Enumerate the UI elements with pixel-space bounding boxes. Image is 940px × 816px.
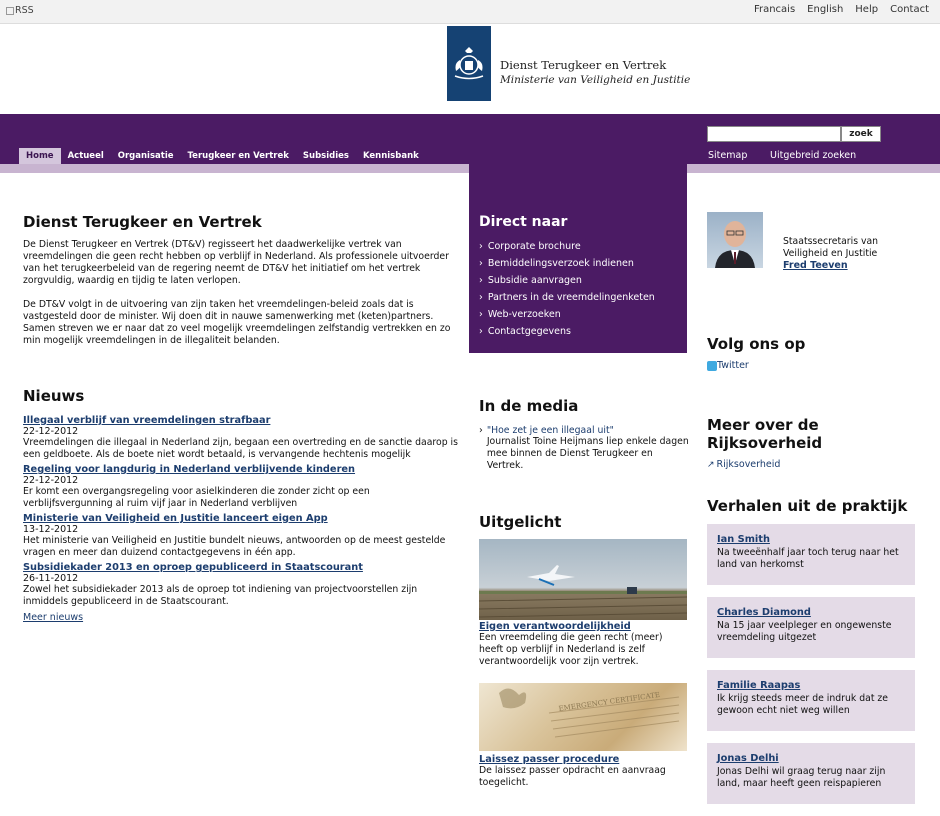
news-text: Het ministerie van Veiligheid en Justitie bundelt nieuws, antwoorden op de meest gestelde vragen en meer dan duizend contactgegevens in één app. — [23, 535, 446, 558]
rss-icon — [6, 7, 14, 15]
rss-label: RSS — [15, 5, 34, 16]
tab-terugkeer[interactable]: Terugkeer en Vertrek — [187, 151, 289, 161]
direct-link[interactable] — [479, 309, 655, 326]
news-title-link[interactable]: Regeling voor langdurig in Nederland verblijvende kinderen — [23, 464, 356, 475]
brand-subtitle: Ministerie van Veiligheid en Justitie — [500, 74, 691, 86]
direct-link[interactable] — [479, 292, 655, 309]
chevron-right-icon: › — [479, 292, 483, 303]
direct-link[interactable] — [479, 258, 655, 275]
news-item — [23, 415, 458, 461]
story-card — [707, 524, 915, 585]
rijks-link[interactable] — [707, 459, 917, 470]
tab-home[interactable]: Home — [19, 148, 61, 164]
tab-kennisbank[interactable]: Kennisbank — [362, 151, 419, 161]
government-logo[interactable] — [447, 26, 491, 101]
twitter-link[interactable] — [707, 360, 917, 371]
chevron-right-icon: › — [479, 258, 483, 269]
featured-text: De laissez passer opdracht en aanvraag toegelicht. — [479, 765, 666, 788]
news-title-link[interactable]: Illegaal verblijf van vreemdelingen strafbaar — [23, 415, 271, 426]
link-english[interactable]: English — [807, 4, 844, 15]
main-content — [23, 213, 458, 623]
document-photo[interactable] — [479, 683, 687, 751]
news-date: 22-12-2012 — [23, 426, 79, 437]
direct-naar-list — [479, 241, 655, 343]
news-item — [23, 464, 458, 510]
media-text: Journalist Toine Heijmans liep enkele dagen mee binnen de Dienst Terugkeer en Vertrek. — [486, 436, 689, 471]
story-name-link[interactable]: Charles Diamond — [717, 607, 811, 618]
direct-link-label: Partners in de vreemdelingenketen — [487, 292, 655, 303]
featured-item — [479, 754, 689, 789]
story-card — [707, 597, 915, 658]
news-text: Er komt een overgangsregeling voor asielkinderen die zonder zicht op een verblijfsvergunning al ruim vijf jaar in Nederland verblijven — [23, 486, 370, 509]
search-input[interactable] — [707, 126, 841, 142]
featured-text: Een vreemdeling die geen recht (meer) heeft op verblijf in Nederland is zelf verantwoordelijk voor zijn vertrek. — [479, 632, 663, 667]
story-text: Jonas Delhi wil graag terug naar zijn land, maar heeft geen reispapieren — [717, 766, 886, 789]
secretary-name-link[interactable]: Fred Teeven — [783, 260, 848, 271]
featured-heading-wrap — [479, 513, 689, 531]
advanced-search-link[interactable]: Uitgebreid zoeken — [770, 150, 857, 161]
chevron-right-icon: › — [479, 241, 483, 252]
direct-link[interactable] — [479, 275, 655, 292]
chevron-right-icon: › — [479, 275, 483, 286]
page-title: Dienst Terugkeer en Vertrek — [23, 213, 262, 231]
news-text: Vreemdelingen die illegaal in Nederland zijn, begaan een overtreding en de sanctie daarop is een geldboete. Als de boete niet wordt betaald, is vervangende hechtenis mogelijk — [23, 437, 458, 460]
secretary-photo[interactable] — [707, 212, 763, 268]
news-text: Zowel het subsidiekader 2013 als de oproep tot indiening van projectvoorstellen zijn inmiddels gepubliceerd in de Staatscourant. — [23, 584, 418, 607]
follow-section — [707, 335, 917, 371]
main-tabs — [19, 148, 426, 164]
tab-organisatie[interactable]: Organisatie — [117, 151, 174, 161]
media-section — [479, 397, 689, 472]
story-text: Ik krijg steeds meer de indruk dat ze gewoon echt niet weg willen — [717, 693, 889, 716]
link-francais[interactable]: Francais — [753, 4, 796, 15]
rijks-label: Rijksoverheid — [716, 459, 781, 470]
intro-paragraph: De Dienst Terugkeer en Vertrek (DT&V) regisseert het daadwerkelijke vertrek van vreemdelingen die geen recht hebben op verblijf in Nederland. Als professionele uitvoerder van het terugkeerbeleid van de regering neemt de DT&V het initiatief om het vertrek zorgvuldig, waardig en tijdig te laten verlopen. — [23, 239, 449, 286]
intro-text — [23, 239, 458, 347]
story-text: Na tweeënhalf jaar toch terug naar het land van herkomst — [717, 547, 899, 570]
brand-title: Dienst Terugkeer en Vertrek — [500, 58, 667, 72]
utility-links — [754, 4, 929, 15]
svg-text:EMERGENCY CERTIFICATE: EMERGENCY CERTIFICATE — [558, 690, 661, 713]
news-list — [23, 415, 458, 623]
direct-link-label: Bemiddelingsverzoek indienen — [487, 258, 634, 269]
airplane-image — [479, 539, 687, 620]
news-date: 13-12-2012 — [23, 524, 79, 535]
twitter-label: Twitter — [717, 360, 749, 371]
link-help[interactable]: Help — [855, 4, 879, 15]
direct-link-label: Contactgegevens — [487, 326, 571, 337]
crest-icon — [451, 45, 487, 83]
link-contact[interactable]: Contact — [890, 4, 929, 15]
chevron-right-icon: › — [479, 326, 483, 337]
story-name-link[interactable]: Jonas Delhi — [717, 753, 779, 764]
direct-link[interactable] — [479, 241, 655, 258]
search-button[interactable]: zoek — [841, 126, 881, 142]
story-name-link[interactable]: Familie Raapas — [717, 680, 801, 691]
featured-title-link[interactable]: Eigen verantwoordelijkheid — [479, 621, 631, 632]
external-link-icon: ↗ — [707, 459, 715, 470]
follow-heading: Volg ons op — [707, 335, 806, 353]
direct-link-label: Corporate brochure — [487, 241, 581, 252]
chevron-right-icon: › — [479, 309, 483, 320]
direct-link[interactable] — [479, 326, 655, 343]
stories-heading-wrap — [707, 497, 917, 515]
chevron-right-icon: › — [479, 425, 483, 436]
direct-naar-panel — [469, 164, 687, 353]
intro-paragraph: De DT&V volgt in de uitvoering van zijn taken het vreemdelingen-beleid zoals dat is vastgesteld door de minister. Wij doen dit in nauwe samenwerking met (keten)partners. Samen streven we er naar dat zo veel mogelijk vreemdelingen zelfstandig vertrekken en zo min mogelijk vreemdelingen in de illegaliteit belanden. — [23, 299, 451, 346]
story-text: Na 15 jaar veelpleger en ongewenste vreemdeling uitgezet — [717, 620, 892, 643]
tab-actueel[interactable]: Actueel — [67, 151, 104, 161]
direct-link-label: Web-verzoeken — [487, 309, 561, 320]
featured-heading: Uitgelicht — [479, 513, 562, 531]
stories-heading: Verhalen uit de praktijk — [707, 497, 908, 515]
media-heading: In de media — [479, 397, 579, 415]
story-name-link[interactable]: Ian Smith — [717, 534, 770, 545]
portrait-image — [707, 212, 763, 268]
featured-item — [479, 621, 689, 668]
direct-naar-title: Direct naar — [479, 214, 568, 230]
utility-bar — [0, 0, 940, 24]
news-title-link[interactable]: Subsidiekader 2013 en oproep gepubliceerd in Staatscourant — [23, 562, 363, 573]
story-card — [707, 670, 915, 731]
news-item — [23, 513, 458, 559]
airplane-photo[interactable] — [479, 539, 687, 620]
news-date: 26-11-2012 — [23, 573, 79, 584]
site-header — [0, 24, 940, 114]
news-date: 22-12-2012 — [23, 475, 79, 486]
twitter-icon — [707, 361, 717, 371]
rijks-heading: Meer over de Rijksoverheid — [707, 416, 823, 452]
story-card — [707, 743, 915, 804]
secretary-role: Staatssecretaris van Veiligheid en Justitie — [783, 236, 879, 259]
news-item — [23, 562, 458, 608]
media-item — [479, 425, 689, 472]
document-image — [479, 683, 687, 751]
more-news-link[interactable]: Meer nieuws — [23, 612, 84, 623]
direct-link-label: Subsidie aanvragen — [487, 275, 582, 286]
sitemap-link[interactable]: Sitemap — [708, 150, 748, 161]
tab-subsidies[interactable]: Subsidies — [302, 151, 349, 161]
media-link[interactable]: "Hoe zet je een illegaal uit" — [486, 425, 614, 436]
rss-link[interactable] — [6, 5, 34, 16]
news-title-link[interactable]: Ministerie van Veiligheid en Justitie lanceert eigen App — [23, 513, 328, 524]
rijks-section — [707, 416, 917, 470]
featured-title-link[interactable]: Laissez passer procedure — [479, 754, 620, 765]
news-heading: Nieuws — [23, 387, 85, 405]
